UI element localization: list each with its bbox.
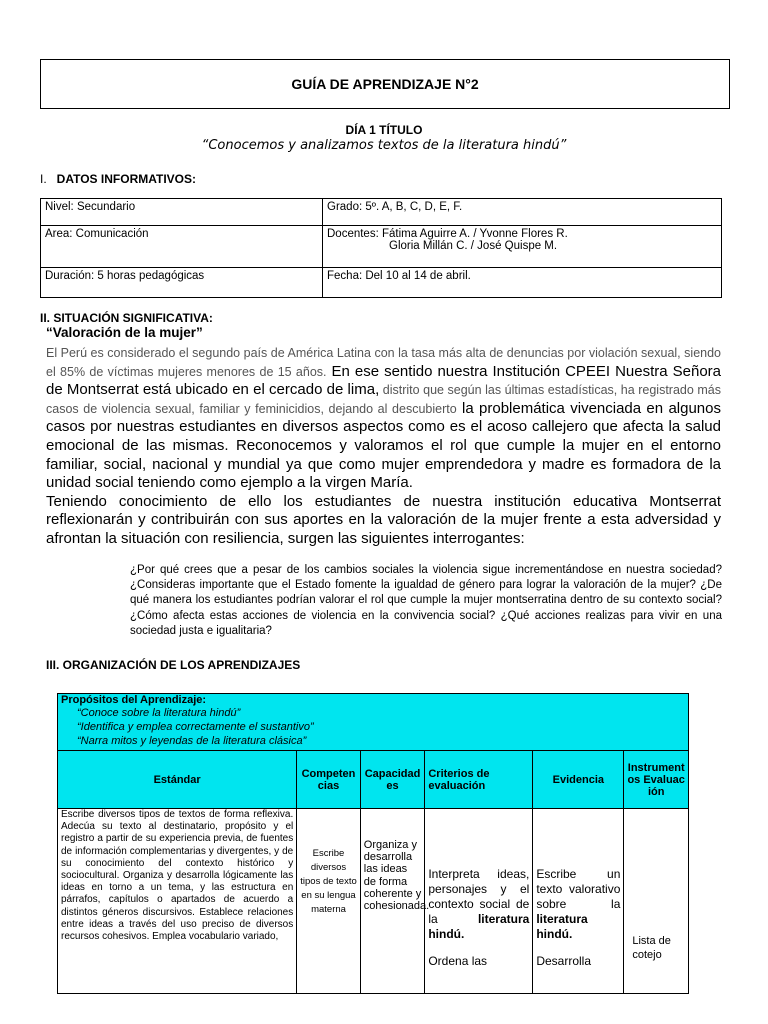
section-1-heading: I. DATOS INFORMATIVOS:	[40, 172, 197, 186]
capacidad-cell: Organiza y desarrolla las ideas de forma coherente y cohesionada.	[360, 809, 425, 994]
guide-title: GUÍA DE APRENDIZAJE N°2	[291, 76, 479, 92]
purposes-cell: Propósitos del Aprendizaje: “Conoce sobre la literatura hindú” “Identifica y emplea correctamente el sustantivo” “Narra mitos y leyendas de la literatura clásica”	[58, 694, 689, 751]
purpose-item: “Conoce sobre la literatura hindú”	[77, 707, 241, 719]
purpose-item: “Narra mitos y leyendas de la literatura clásica”	[77, 735, 307, 747]
guide-subtitle: “Conocemos y analizamos textos de la literatura hindú”	[201, 138, 567, 153]
estandar-cell: Escribe diversos tipos de textos de forma reflexiva. Adecúa su texto al destinatario, propósito y el registro a partir de su experiencia previa, de fuentes de información complementarias y divergentes, y de su conocimiento del contexto histórico y sociocultural. Organiza y desarrolla lógicamente las ideas en torno a un tema, y las estructura en párrafos, capítulos o apartados de acuerdo a distintos géneros discursivos. Establece relaciones entre ideas a través del uso preciso de diversos recursos cohesivos. Emplea vocabulario variado,	[58, 809, 297, 994]
situation-paragraph: El Perú es considerado el segundo país de América Latina con la tasa más alta de denuncias por violación sexual, siendo el 85% de víctimas mujeres menores de 15 años. En ese sentido nuestra Institución CPEEI Nuestra Señora de Montserrat está ubicado en el cercado de lima, distrito que según las últimas estadísticas, ha registrado más casos de violencia sexual, familiar y feminicidios, dejando al descubierto la problemática vivenciada en algunos casos por nuestras estudiantes en diversos aspectos como es el acoso callejero que afecta la salud emocional de las mismas. Reconocemos y valoramos el rol que cumple la mujer en el entorno familiar, social, nacional y mundial ya que como mujer emprendedora y madre es formadora de la unidad social teniendo como ejemplo a la virgen María. Teniendo conocimiento de ello los estudiantes de nuestra institución educativa Montserrat reflexionarán y contribuirán con sus aportes en la valoración de la mujer frente a esta adversidad y afrontan la situación con resiliencia, surgen las siguientes interrogantes:	[46, 346, 721, 547]
criterio-cell: Interpreta ideas, personajes y el contexto social de la literatura hindú. Ordena las	[425, 809, 533, 994]
day-title: DÍA 1 TÍTULO	[345, 123, 423, 137]
info-table	[40, 198, 722, 298]
situation-paragraph-2: Teniendo conocimiento de ello los estudiantes de nuestra institución educativa Montserrat reflexionarán y contribuirán con sus aportes en la valoración de la mujer frente a esta adversidad y afrontan la situación con resiliencia, surgen las siguientes interrogantes:	[46, 492, 721, 547]
guiding-questions: ¿Por qué crees que a pesar de los cambios sociales la violencia sigue incrementándose en nuestra sociedad? ¿Consideras importante que el Estado fomente la igualdad de género para lograr la valoración de la mujer? ¿De qué manera los estudiantes podrían valorar el rol que cumple la mujer montserratina dentro de su contexto social? ¿Cómo afecta estas acciones de violencia en la convivencia social? ¿Qué acciones realizas para vivir en una sociedad justa e igualitaria?	[130, 564, 722, 637]
header-criterios: Criterios de evaluación	[425, 751, 533, 809]
nivel-cell: Nivel: Secundario	[41, 199, 323, 226]
section-3-heading: III. ORGANIZACIÓN DE LOS APRENDIZAJES	[46, 658, 301, 672]
section-2-heading: II. SITUACIÓN SIGNIFICATIVA:	[40, 311, 213, 325]
header-instrumentos: Instrumentos Evaluación	[624, 751, 689, 809]
duracion-cell: Duración: 5 horas pedagógicas	[41, 268, 323, 298]
situation-subtitle: “Valoración de la mujer”	[46, 325, 203, 340]
docentes-cell: Docentes: Fátima Aguirre A. / Yvonne Flores R. Gloria Millán C. / José Quispe M.	[323, 226, 722, 268]
header-capacidades: Capacidades	[360, 751, 425, 809]
instrumento-cell: Lista de cotejo	[624, 809, 689, 994]
competencia-cell: Escribe diversos tipos de texto en su lengua materna	[297, 809, 361, 994]
guide-title-box	[40, 59, 730, 109]
grado-cell: Grado: 5º. A, B, C, D, E, F.	[323, 199, 722, 226]
fecha-cell: Fecha: Del 10 al 14 de abril.	[323, 268, 722, 298]
header-estandar: Estándar	[58, 751, 297, 809]
purpose-item: “Identifica y emplea correctamente el sustantivo”	[77, 721, 314, 733]
header-evidencia: Evidencia	[533, 751, 624, 809]
evidencia-cell: Escribe un texto valorativo sobre la literatura hindú. Desarrolla	[533, 809, 624, 994]
header-competencias: Competencias	[297, 751, 361, 809]
learning-organization-table	[57, 693, 689, 994]
area-cell: Area: Comunicación	[41, 226, 323, 268]
